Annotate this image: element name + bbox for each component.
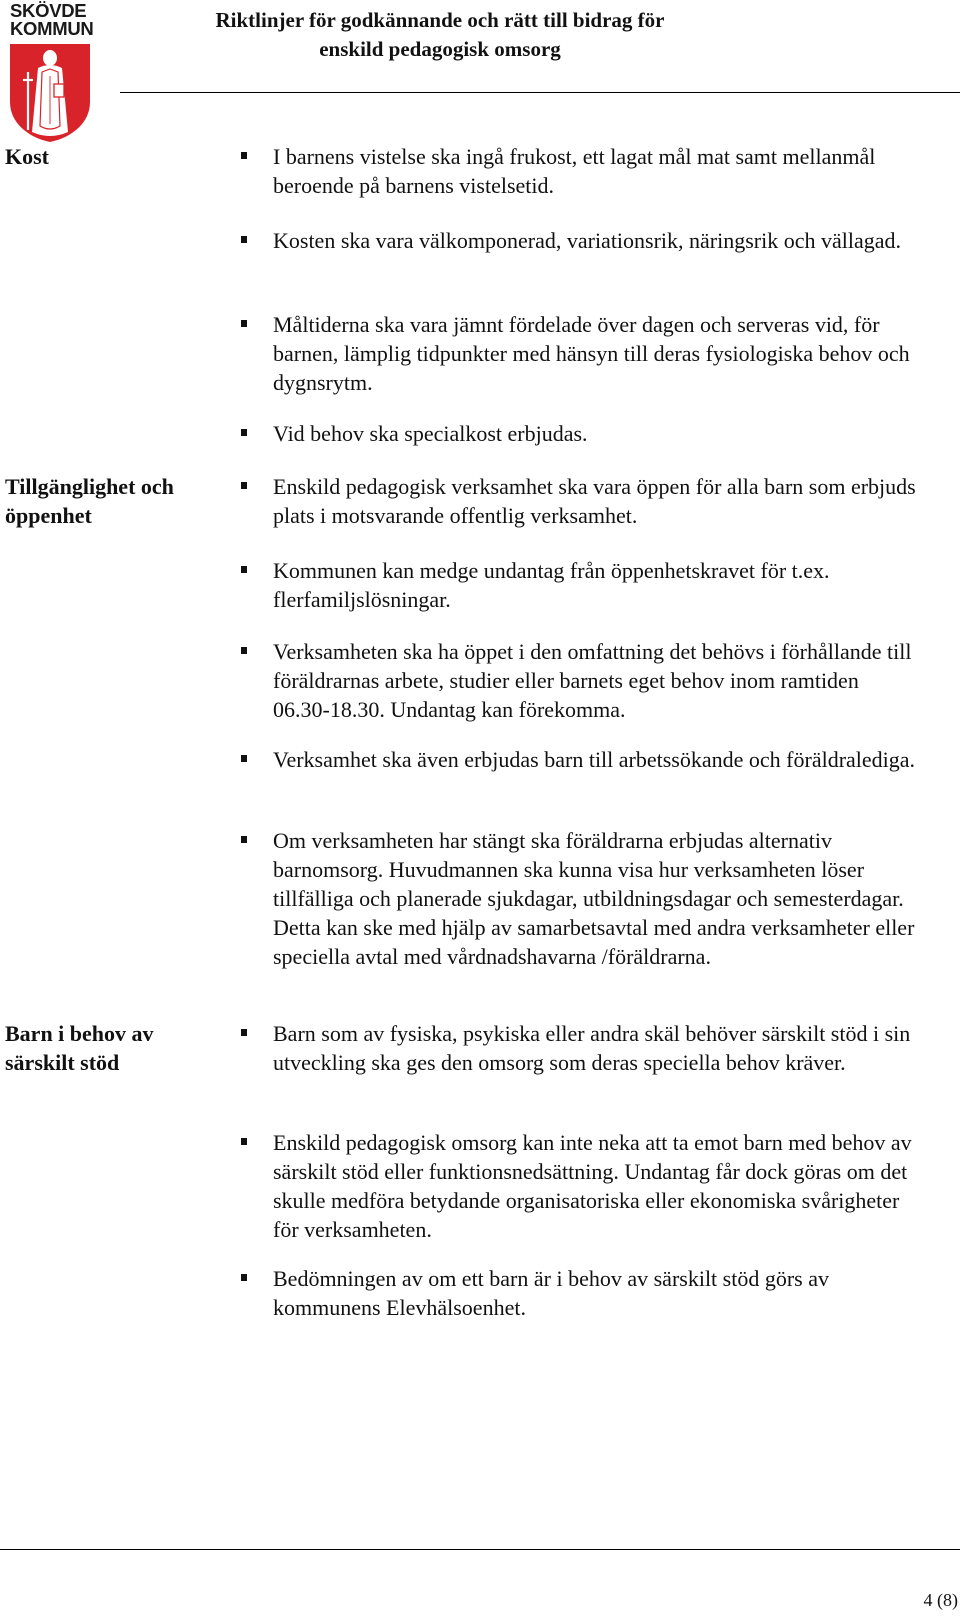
section-title-line2: öppenhet bbox=[5, 503, 92, 528]
bullet-icon bbox=[241, 429, 247, 436]
list-item-text: Enskild pedagogisk omsorg kan inte neka att ta emot barn med behov av särskilt stöd eller funktionsnedsättning. Undantag får dock göras om det skulle medföra betydande organisatoriska eller ekonomiska svårigheter för verksamheten. bbox=[273, 1130, 912, 1242]
bullet-icon bbox=[241, 152, 247, 159]
bullet-icon bbox=[241, 1274, 247, 1281]
list-item-text: Bedömningen av om ett barn är i behov av särskilt stöd görs av kommunens Elevhälsoenhet. bbox=[273, 1266, 829, 1320]
list-item-text: Måltiderna ska vara jämnt fördelade över dagen och serveras vid, för barnen, lämplig tidpunkter med hänsyn till deras fysiologiska behov och dygnsrytm. bbox=[273, 312, 910, 395]
section-title-kost: Kost bbox=[5, 144, 49, 169]
logo-text-line2: KOMMUN bbox=[10, 18, 94, 39]
bullet-icon bbox=[241, 836, 247, 843]
bullet-icon bbox=[241, 1138, 247, 1145]
list-item bbox=[241, 1019, 921, 1077]
list-item-text: Om verksamheten har stängt ska föräldrarna erbjudas alternativ barnomsorg. Huvudmannen ska kunna visa hur verksamheten löser tillfälliga och planerade sjukdagar, utbildningsdagar och semesterdagar. Detta kan ske med hjälp av samarbetsavtal med andra verksamheter eller speciella avtal med vårdnadshavarna /föräldrarna. bbox=[273, 828, 915, 969]
municipality-logo bbox=[4, 2, 94, 145]
list-item-text: Barn som av fysiska, psykiska eller andra skäl behöver särskilt stöd i sin utveckling ska ges den omsorg som deras speciella behov kräver. bbox=[273, 1021, 911, 1075]
bullet-icon bbox=[241, 755, 247, 762]
list-item bbox=[241, 826, 921, 971]
section-title-tillganglighet bbox=[5, 472, 220, 530]
section-title-line2: särskilt stöd bbox=[5, 1050, 120, 1075]
list-item bbox=[241, 556, 921, 614]
header-divider bbox=[120, 92, 960, 93]
list-item bbox=[241, 142, 921, 200]
bullet-icon bbox=[241, 1029, 247, 1036]
list-item bbox=[241, 745, 921, 774]
logo-text bbox=[10, 2, 98, 38]
list-item-text: Kommunen kan medge undantag från öppenhetskravet för t.ex. flerfamiljslösningar. bbox=[273, 558, 830, 612]
logo-text-line1: SKÖVDE bbox=[10, 0, 87, 21]
bullet-icon bbox=[241, 566, 247, 573]
section-title-sarskilt-stod bbox=[5, 1019, 220, 1077]
bullet-icon bbox=[241, 236, 247, 243]
list-item bbox=[241, 310, 921, 397]
list-item-text: Verksamheten ska ha öppet i den omfattning det behövs i förhållande till föräldrarnas arbete, studier eller barnets eget behov inom ramtiden 06.30-18.30. Undantag kan förekomma. bbox=[273, 639, 912, 722]
list-item bbox=[241, 419, 921, 448]
list-item-text: Vid behov ska specialkost erbjudas. bbox=[273, 421, 588, 446]
list-item bbox=[241, 637, 921, 724]
section-title-line1: Tillgänglighet och bbox=[5, 474, 174, 499]
document-title-line1: Riktlinjer för godkännande och rätt till bidrag för bbox=[215, 8, 665, 32]
bullet-icon bbox=[241, 482, 247, 489]
list-item bbox=[241, 1264, 921, 1322]
bullet-icon bbox=[241, 320, 247, 327]
coat-of-arms-icon bbox=[8, 42, 92, 144]
page-number: 4 (8) bbox=[923, 1590, 958, 1610]
list-item bbox=[241, 1128, 921, 1244]
document-title-line2: enskild pedagogisk omsorg bbox=[319, 37, 561, 61]
bullet-icon bbox=[241, 647, 247, 654]
list-item-text: Kosten ska vara välkomponerad, variationsrik, näringsrik och vällagad. bbox=[273, 228, 902, 253]
section-title-line1: Barn i behov av bbox=[5, 1021, 154, 1046]
document-title bbox=[120, 6, 760, 64]
list-item bbox=[241, 226, 921, 255]
list-item-text: I barnens vistelse ska ingå frukost, ett lagat mål mat samt mellanmål beroende på barnens vistelsetid. bbox=[273, 144, 876, 198]
list-item-text: Enskild pedagogisk verksamhet ska vara öppen för alla barn som erbjuds plats i motsvarande offentlig verksamhet. bbox=[273, 474, 916, 528]
list-item-text: Verksamhet ska även erbjudas barn till arbetssökande och föräldralediga. bbox=[273, 747, 916, 772]
list-item bbox=[241, 472, 921, 530]
footer-divider bbox=[0, 1549, 960, 1550]
